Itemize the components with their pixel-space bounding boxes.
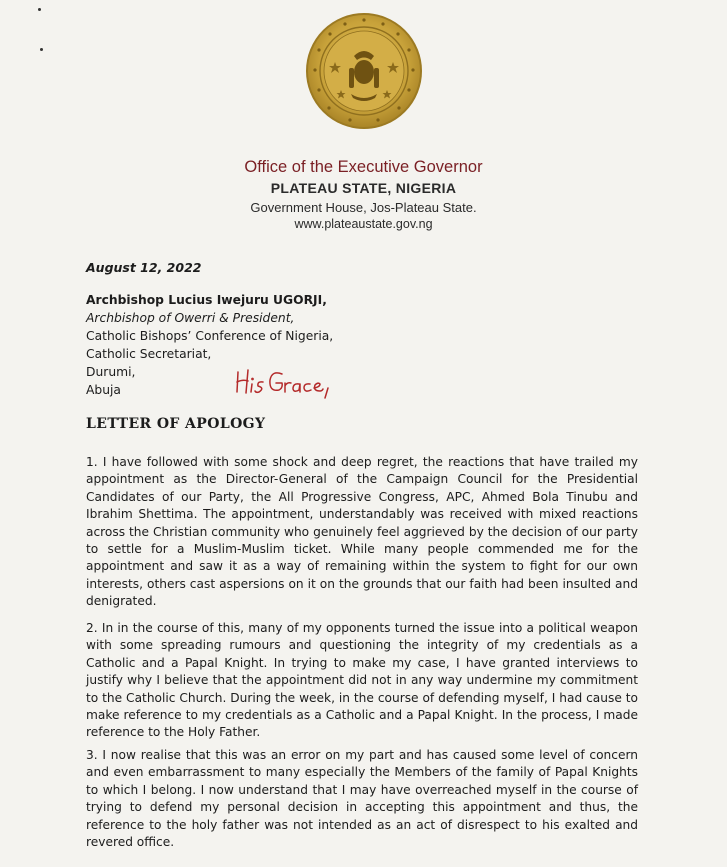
- scan-speck: [38, 8, 41, 11]
- state-seal-logo: [305, 12, 423, 130]
- addressee-city: Abuja: [86, 383, 121, 397]
- paragraph-2: 2. In in the course of this, many of my opponents turned the issue into a political weapon with some spreading rumours and questioning the integrity of my credentials as a Catholic and a Papal Knight. In trying to make my case, I have granted interviews to justify why I believe that the appointment did not in any way undermine my commitment to the Catholic Church. During the week, in the course of defending myself, I had cause to make reference to my credentials as a Catholic and a Papal Knight. In the process, I made reference to the Holy Father.: [86, 621, 638, 740]
- letter-date: August 12, 2022: [86, 260, 202, 275]
- paragraph-1: 1. I have followed with some shock and deep regret, the reactions that have trailed my appointment as the Director-General of the Campaign Council for the Presidential Candidates of our Party, the All Progressive Congress, APC, Ahmed Bola Tinubu and Ibrahim Shettima. The appointment, understandably was received with mixed reactions across the Christian community who genuinely feel aggrieved by the decision of our party to settle for a Muslim-Muslim ticket. While many people commended me for the appointment and saw it as a way of remaining within the system to fight for our own interests, others cast aspersions on it on the grounds that our faith had been insulted and denigrated.: [86, 455, 638, 609]
- scan-speck: [40, 48, 43, 51]
- letterhead-address: Government House, Jos-Plateau State.: [250, 200, 477, 215]
- letterhead-office: Office of the Executive Governor: [244, 158, 483, 176]
- handwritten-salutation: [234, 362, 334, 402]
- addressee-name: Archbishop Lucius Iwejuru UGORJI,: [86, 293, 327, 307]
- addressee-district: Durumi,: [86, 365, 136, 379]
- letter-subject: LETTER OF APOLOGY: [86, 416, 266, 432]
- addressee-secretariat: Catholic Secretariat,: [86, 347, 212, 361]
- addressee-title: Archbishop of Owerri & President,: [86, 311, 295, 325]
- letterhead-state: PLATEAU STATE, NIGERIA: [270, 180, 457, 196]
- paragraph-3: 3. I now realise that this was an error on my part and has caused some level of concern and even embarrassment to many especially the Members of the family of Papal Knights to which I belong. I now understand that I may have overreached myself in the course of trying to defend my personal decision in accepting this appointment and thus, the reference to the holy father was not intended as an act of disrespect to his exalted and revered office.: [86, 748, 638, 850]
- letterhead-website: www.plateaustate.gov.ng: [294, 217, 433, 231]
- addressee-organization: Catholic Bishops’ Conference of Nigeria,: [86, 329, 334, 343]
